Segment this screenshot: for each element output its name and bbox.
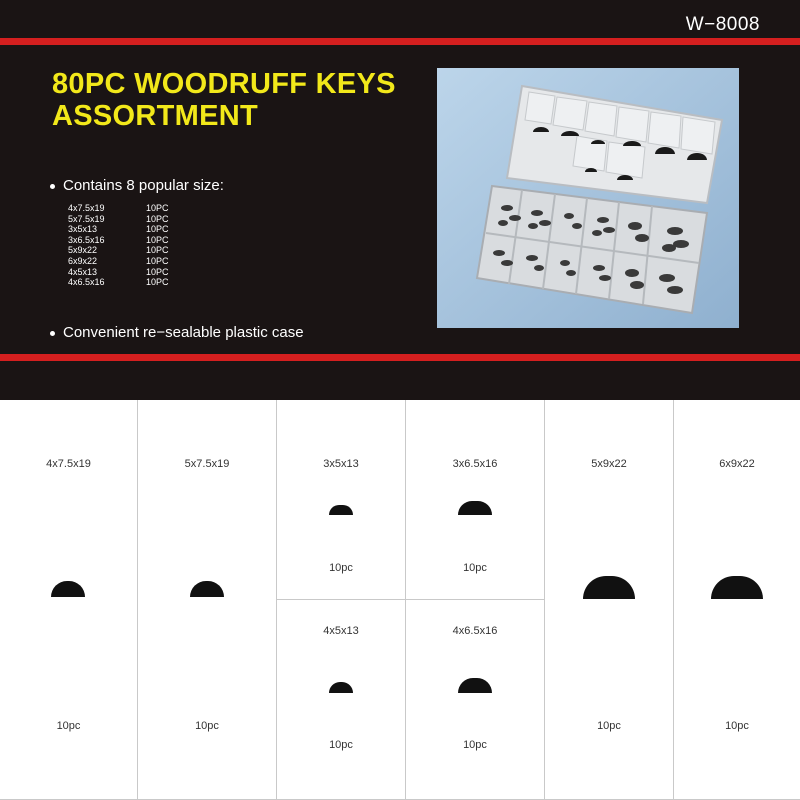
woodruff-key-shape xyxy=(458,501,492,515)
compartment-size: 5x7.5x19 xyxy=(184,458,230,470)
product-title xyxy=(52,68,396,132)
size-name: 6x9x22 xyxy=(68,255,98,266)
size-name: 4x6.5x16 xyxy=(68,277,105,288)
size-qty: 10PC xyxy=(146,277,169,288)
size-name: 4x7.5x19 xyxy=(68,203,105,213)
compartment-qty: 10pc xyxy=(56,720,81,732)
size-row xyxy=(68,214,169,225)
compartment-qty: 10pc xyxy=(329,562,353,574)
size-name: 5x7.5x19 xyxy=(68,213,105,224)
size-qty: 10PC xyxy=(146,266,169,277)
model-number: W−8008 xyxy=(685,14,760,35)
size-qty: 10PC xyxy=(146,255,169,266)
feature-contains xyxy=(50,177,224,194)
compartment-qty: 10pc xyxy=(195,720,219,732)
compartment-cell xyxy=(277,600,406,800)
compartment-cell xyxy=(277,400,406,600)
size-name: 4x5x13 xyxy=(68,266,98,277)
compartment-qty: 10pc xyxy=(463,739,487,751)
bullet-icon xyxy=(50,331,55,336)
woodruff-key-shape xyxy=(711,576,763,599)
woodruff-key-shape xyxy=(458,678,492,693)
bullet-icon xyxy=(50,184,55,189)
woodruff-key-shape xyxy=(329,505,353,515)
title-line-1: 80PC WOODRUFF KEYS xyxy=(52,68,396,100)
compartment-qty: 10pc xyxy=(329,739,353,751)
compartment-size: 3x5x13 xyxy=(323,458,359,470)
size-row xyxy=(68,256,169,267)
size-qty: 10PC xyxy=(146,213,169,224)
size-row xyxy=(68,267,169,278)
size-qty: 10PC xyxy=(146,224,169,235)
compartment-layout xyxy=(0,400,800,800)
size-qty: 10PC xyxy=(146,203,169,213)
title-line-2: ASSORTMENT xyxy=(52,100,258,132)
compartment-cell xyxy=(545,400,674,800)
compartment-qty: 10pc xyxy=(463,562,487,574)
size-row xyxy=(68,203,169,214)
feature-case-label: Convenient re−sealable plastic case xyxy=(63,324,304,341)
product-photo xyxy=(437,68,739,328)
compartment-cell xyxy=(674,400,800,800)
compartment-size: 6x9x22 xyxy=(719,458,755,470)
compartment-size: 4x7.5x19 xyxy=(46,458,91,470)
size-list xyxy=(68,203,169,288)
size-row xyxy=(68,224,169,235)
feature-case xyxy=(50,324,304,341)
woodruff-key-shape xyxy=(51,581,85,597)
plastic-case-illustration xyxy=(437,68,739,328)
size-qty: 10PC xyxy=(146,234,169,245)
size-row xyxy=(68,245,169,256)
compartment-qty: 10pc xyxy=(597,720,621,732)
compartment-cell xyxy=(406,600,545,800)
size-qty: 10PC xyxy=(146,245,169,256)
compartment-qty: 10pc xyxy=(725,720,749,732)
size-row xyxy=(68,235,169,246)
compartment-cell xyxy=(138,400,277,800)
compartment-size: 3x6.5x16 xyxy=(452,458,498,470)
size-name: 3x6.5x16 xyxy=(68,234,105,245)
size-row xyxy=(68,277,169,288)
top-red-stripe xyxy=(0,38,800,45)
size-name: 5x9x22 xyxy=(68,245,98,256)
compartment-size: 5x9x22 xyxy=(591,458,627,470)
woodruff-key-shape xyxy=(583,576,635,599)
feature-contains-label: Contains 8 popular size: xyxy=(63,177,224,194)
woodruff-key-shape xyxy=(190,581,224,597)
bottom-red-stripe xyxy=(0,354,800,361)
compartment-size: 4x6.5x16 xyxy=(452,625,498,637)
woodruff-key-shape xyxy=(329,682,353,693)
compartment-cell xyxy=(0,400,138,800)
size-name: 3x5x13 xyxy=(68,224,98,235)
compartment-cell xyxy=(406,400,545,600)
compartment-size: 4x5x13 xyxy=(323,625,359,637)
